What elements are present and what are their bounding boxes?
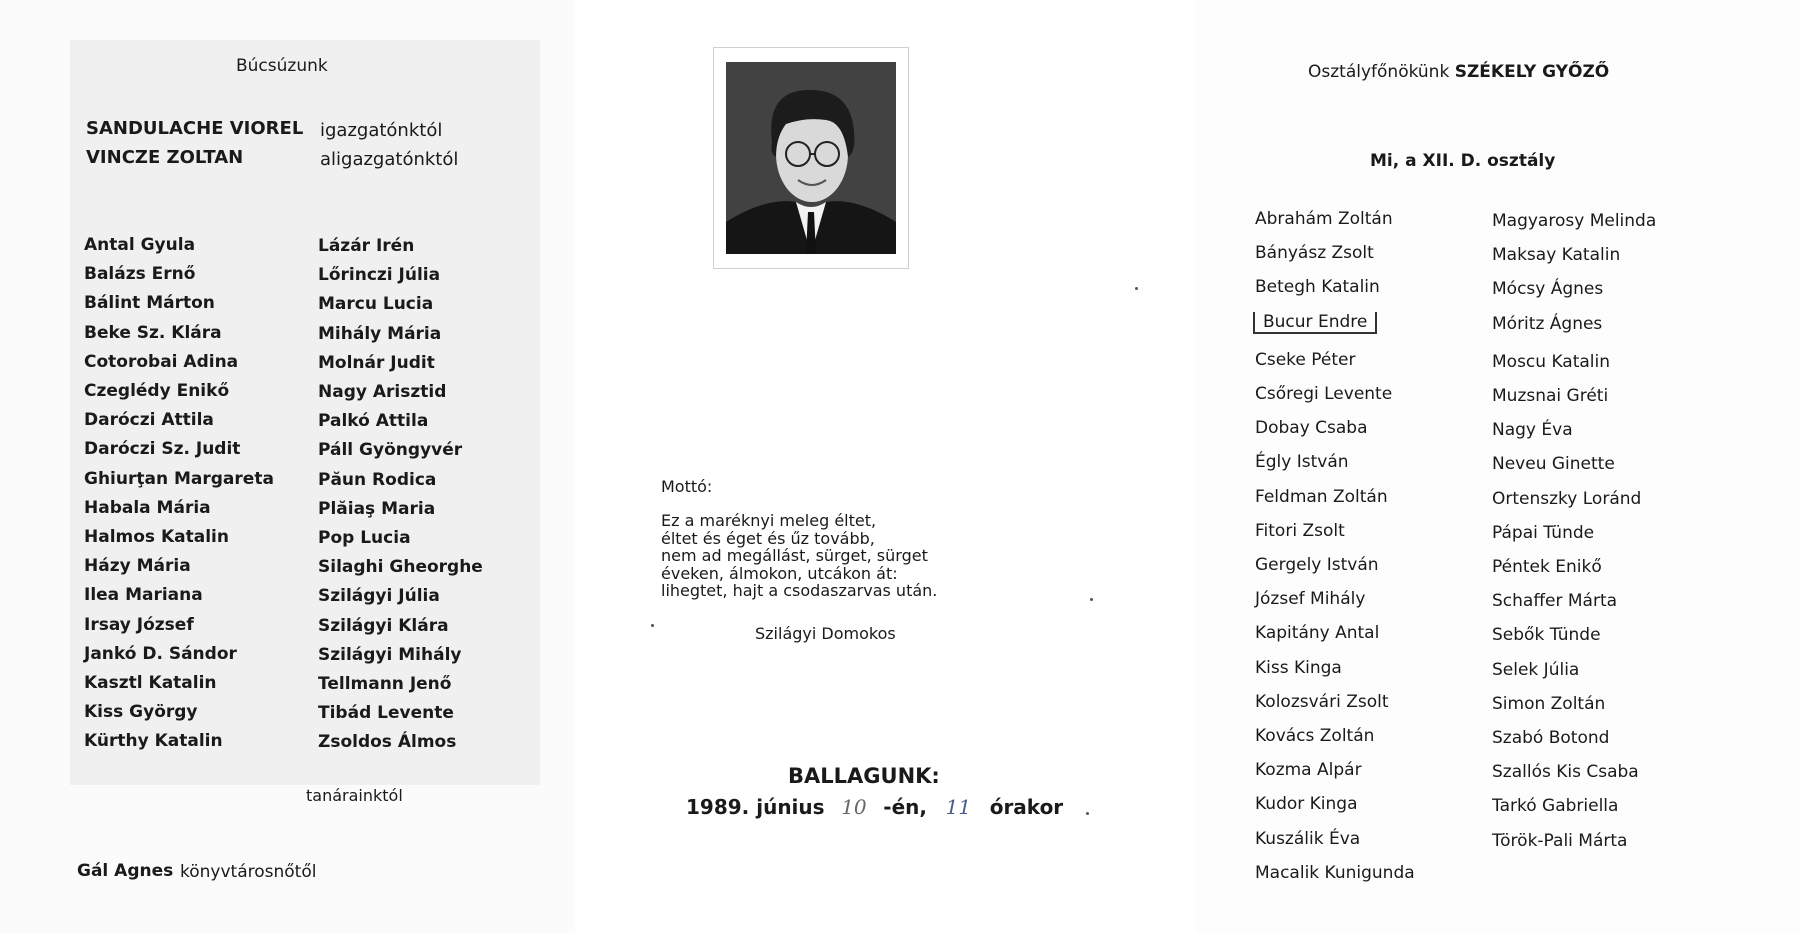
teacher-name: Szilágyi Mihály <box>318 644 462 665</box>
teacher-name: Marcu Lucia <box>318 294 434 315</box>
teachers-suffix: tanárainktól <box>306 786 403 805</box>
student-name: Fitori Zsolt <box>1255 520 1345 541</box>
poem-line: éltet és éget és űz tovább, <box>661 528 875 548</box>
librarian-role: könyvtárosnőtől <box>180 862 317 882</box>
headteacher-name: SZÉKELY GYŐZŐ <box>1454 62 1610 82</box>
teacher-name: Beke Sz. Klára <box>84 322 222 343</box>
teacher-name: Păun Rodica <box>318 469 437 490</box>
teacher-name: Molnár Judit <box>318 352 435 373</box>
student-name: Kozma Alpár <box>1255 760 1362 781</box>
teacher-name: Plăiaş Maria <box>318 498 436 519</box>
poem-line: nem ad megállást, sürget, sürget <box>661 546 928 565</box>
vice-director-name: VINCZE ZOLTAN <box>86 147 244 168</box>
student-name: Móritz Ágnes <box>1492 313 1603 334</box>
teacher-name: Házy Mária <box>84 556 191 577</box>
teacher-name: Mihály Mária <box>318 323 442 344</box>
student-name-highlighted: Bucur Endre <box>1253 312 1377 334</box>
student-name: Ortenszky Loránd <box>1492 488 1642 509</box>
student-name: Szallós Kis Csaba <box>1492 762 1639 783</box>
print-speck <box>1135 287 1138 290</box>
student-name: Kolozsvári Zsolt <box>1255 691 1389 712</box>
teacher-name: Cotorobai Adina <box>84 351 239 372</box>
day-handwritten: 10 <box>841 795 867 819</box>
teacher-name: Tibád Levente <box>318 703 454 724</box>
student-name: Kovács Zoltán <box>1255 726 1375 746</box>
hour-suffix: órakor <box>989 795 1064 819</box>
teacher-name: Czeglédy Enikő <box>84 381 230 401</box>
left-page <box>0 0 575 933</box>
teacher-name: Jankó D. Sándor <box>84 643 237 664</box>
student-name: Simon Zoltán <box>1492 693 1606 714</box>
teacher-name: Palkó Attila <box>318 411 429 432</box>
student-name: Gergely István <box>1255 555 1379 575</box>
student-name: Kudor Kinga <box>1255 794 1358 815</box>
teacher-name: Daróczi Sz. Judit <box>84 439 241 460</box>
teacher-name: Habala Mária <box>84 497 211 518</box>
student-name: Feldman Zoltán <box>1255 486 1388 507</box>
print-speck <box>651 624 654 627</box>
graduation-date <box>686 795 1063 819</box>
student-name: Török-Pali Márta <box>1492 830 1628 851</box>
student-name: Kuszálik Éva <box>1255 828 1361 849</box>
teacher-name: Kiss György <box>84 702 198 723</box>
teacher-name: Bálint Márton <box>84 293 215 314</box>
student-name: Cseke Péter <box>1255 349 1356 370</box>
teacher-name: Halmos Katalin <box>84 527 229 547</box>
student-name: József Mihály <box>1255 589 1366 610</box>
teacher-name: Zsoldos Álmos <box>318 732 457 753</box>
student-name: Kapitány Antal <box>1255 623 1380 644</box>
student-name: Tarkó Gabriella <box>1492 796 1619 817</box>
student-name: Péntek Enikő <box>1492 557 1602 577</box>
student-name: Magyarosy Melinda <box>1492 211 1657 231</box>
teacher-name: Lőrinczi Júlia <box>318 265 441 286</box>
student-name: Neveu Ginette <box>1492 454 1615 475</box>
farewell-heading: Búcsúzunk <box>236 56 328 76</box>
teacher-name: Ghiurţan Margareta <box>84 468 274 489</box>
student-name: Mócsy Ágnes <box>1492 279 1604 300</box>
librarian-name: Gál Agnes <box>77 861 174 881</box>
poem-line: lihegtet, hajt a csodaszarvas után. <box>661 581 938 600</box>
student-name: Csőregi Levente <box>1255 384 1393 404</box>
hour-handwritten: 11 <box>945 795 972 819</box>
class-heading: Mi, a XII. D. osztály <box>1370 151 1556 171</box>
headteacher-label-text: Osztályfőnökünk <box>1308 62 1450 82</box>
teacher-name: Páll Gyöngyvér <box>318 440 463 461</box>
teacher-name: Pop Lucia <box>318 528 411 548</box>
teacher-name: Kürthy Katalin <box>84 731 223 752</box>
teacher-name: Antal Gyula <box>84 235 196 255</box>
vice-director-role: aligazgatónktól <box>320 149 459 170</box>
teacher-name: Szilágyi Júlia <box>318 586 440 607</box>
day-suffix: -én, <box>883 795 927 819</box>
graduation-title: BALLAGUNK: <box>788 764 940 788</box>
student-name: Égly István <box>1255 452 1349 473</box>
teacher-name: Balázs Ernő <box>84 264 196 285</box>
director-name: SANDULACHE VIOREL <box>86 118 304 139</box>
student-name: Sebők Tünde <box>1492 625 1601 646</box>
teacher-name: Ilea Mariana <box>84 585 203 606</box>
teacher-name: Nagy Arisztid <box>318 382 447 402</box>
teacher-name: Lázár Irén <box>318 236 415 256</box>
poem-line: Ez a maréknyi meleg éltet, <box>661 511 877 530</box>
teacher-name: Silaghi Gheorghe <box>318 557 483 578</box>
date-prefix: 1989. június <box>686 795 825 819</box>
print-speck <box>1090 598 1093 601</box>
student-name: Bányász Zsolt <box>1255 243 1374 264</box>
student-name: Muzsnai Gréti <box>1492 386 1609 406</box>
teacher-name: Daróczi Attila <box>84 410 214 431</box>
teacher-name: Irsay József <box>84 614 194 635</box>
motto-label: Mottó: <box>661 477 713 496</box>
student-name: Kiss Kinga <box>1255 657 1342 678</box>
poem-line: éveken, álmokon, utcákon át: <box>661 563 898 583</box>
portrait-photo-frame <box>713 47 909 269</box>
headteacher-label <box>1308 62 1609 82</box>
student-name: Szabó Botond <box>1492 728 1610 748</box>
teacher-name: Kasztl Katalin <box>84 673 217 693</box>
student-name: Maksay Katalin <box>1492 245 1621 266</box>
student-name: Nagy Éva <box>1492 420 1573 441</box>
student-name: Moscu Katalin <box>1492 351 1611 372</box>
portrait-photo <box>726 62 896 254</box>
student-name: Macalik Kunigunda <box>1255 862 1415 883</box>
student-name: Selek Júlia <box>1492 659 1580 680</box>
student-name: Pápai Tünde <box>1492 522 1595 543</box>
student-name: Schaffer Márta <box>1492 591 1618 612</box>
teacher-name: Tellmann Jenő <box>318 674 452 694</box>
student-name: Abrahám Zoltán <box>1255 209 1393 229</box>
director-role: igazgatónktól <box>320 120 443 141</box>
student-name: Dobay Csaba <box>1255 418 1368 439</box>
teacher-name: Szilágyi Klára <box>318 615 449 636</box>
poem-author: Szilágyi Domokos <box>755 624 896 643</box>
student-name: Betegh Katalin <box>1255 277 1380 298</box>
print-speck <box>1086 812 1089 815</box>
